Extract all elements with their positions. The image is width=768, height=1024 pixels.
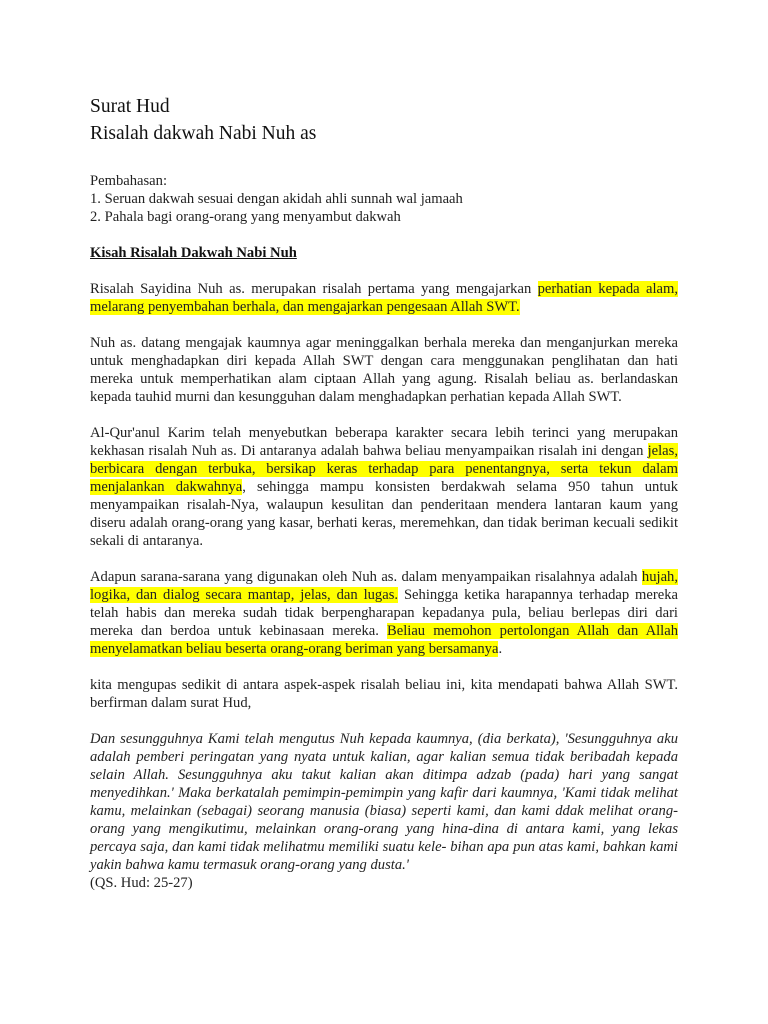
discussion-section bbox=[90, 172, 678, 226]
section-heading: Kisah Risalah Dakwah Nabi Nuh bbox=[90, 245, 297, 261]
discussion-item: 1. Seruan dakwah sesuai dengan akidah ahli sunnah wal jamaah bbox=[90, 191, 463, 207]
paragraph-text: Sehingga ketika harapannya terhadap mereka telah habis dan mereka sudah tidak berpengharapan kepadanya pula, beliau berlepas diri dari mereka dan berdoa untuk kebinasaan mereka. bbox=[90, 587, 678, 639]
paragraph-text: Risalah Sayidina Nuh as. merupakan risalah pertama yang mengajarkan bbox=[90, 281, 538, 297]
discussion-label: Pembahasan: bbox=[90, 173, 168, 189]
paragraph-2: Nuh as. datang mengajak kaumnya agar meninggalkan berhala mereka dan menganjurkan mereka untuk menghadapkan diri kepada Allah SWT dengan cara menggunakan penglihatan dan hati mereka untuk memperhatikan alam ciptaan Allah yang agung. Risalah beliau as. berlandaskan kepada tauhid murni dan kesungguhan dalam menghadapkan perhatian kepada Allah SWT. bbox=[90, 335, 678, 405]
highlighted-text: perhatian kepada alam, melarang penyembahan berhala, dan mengajarkan pengesaan Allah SWT. bbox=[90, 281, 679, 315]
document-body bbox=[90, 280, 678, 892]
highlighted-text: hujah, logika, dan dialog secara mantap, jelas, dan lugas. bbox=[90, 569, 678, 603]
paragraph-text: , sehingga mampu konsisten berdakwah selama 950 tahun untuk menyampaikan risalah-Nya, walaupun kesulitan dan penderitaan mendera lantaran kaum yang diseru adalah orang-orang yang kasar, berhati keras, meremehkan, dan tidak beriman kecuali sedikit sekali di antaranya. bbox=[90, 479, 678, 549]
quran-quote: Dan sesungguhnya Kami telah mengutus Nuh kepada kaumnya, (dia berkata), 'Sesungguhnya aku adalah pemberi peringatan yang nyata untuk kalian, agar kalian semua tidak beribadah kepada selain Allah. Sesungguhnya aku takut kalian akan ditimpa adzab (pada) hari yang sangat menyedihkan.' Maka berkatalah pemimpin-pemimpin yang kafir dari kaumnya, 'Kami tidak melihat kamu, melainkan (sebagai) seorang manusia (biasa) seperti kami, dan kami ddak melihat orang-orang yang mengikutimu, melainkan orang-orang yang hina-dina di antara kami, yang lekas percaya saja, dan kami tidak melihatmu memiliki suatu kele- bihan apa pun atas kami, bahkan kami yakin bahwa kamu termasuk orang-orang yang dusta.' bbox=[90, 731, 678, 873]
paragraph-4 bbox=[90, 568, 678, 658]
paragraph-3 bbox=[90, 424, 678, 550]
highlighted-text: jelas, berbicara dengan terbuka, bersikap keras terhadap para penentangnya, serta tekun dalam menjalankan dakwahnya bbox=[90, 443, 678, 495]
title-line-topic: Risalah dakwah Nabi Nuh as bbox=[90, 123, 317, 144]
paragraph-text: . bbox=[498, 641, 503, 657]
paragraph-5: kita mengupas sedikit di antara aspek-aspek risalah beliau ini, kita mendapati bahwa Allah SWT. berfirman dalam surat Hud, bbox=[90, 677, 678, 711]
title-line-surah: Surat Hud bbox=[90, 96, 170, 117]
paragraph-text: Adapun sarana-sarana yang digunakan oleh Nuh as. dalam menyampaikan risalahnya adalah bbox=[90, 569, 642, 585]
highlighted-text: Beliau memohon pertolongan Allah dan Allah menyelamatkan beliau beserta orang-orang beriman yang bersamanya bbox=[90, 623, 678, 657]
paragraph-text: Al-Qur'anul Karim telah menyebutkan beberapa karakter secara lebih terinci yang merupakan kekhasan risalah Nuh as. Di antaranya adalah bahwa beliau menyampaikan risalah ini dengan bbox=[90, 425, 678, 459]
document-title bbox=[90, 93, 678, 147]
quote-reference: (QS. Hud: 25-27) bbox=[90, 875, 193, 891]
discussion-item: 2. Pahala bagi orang-orang yang menyambut dakwah bbox=[90, 209, 401, 225]
paragraph-1 bbox=[90, 280, 678, 316]
